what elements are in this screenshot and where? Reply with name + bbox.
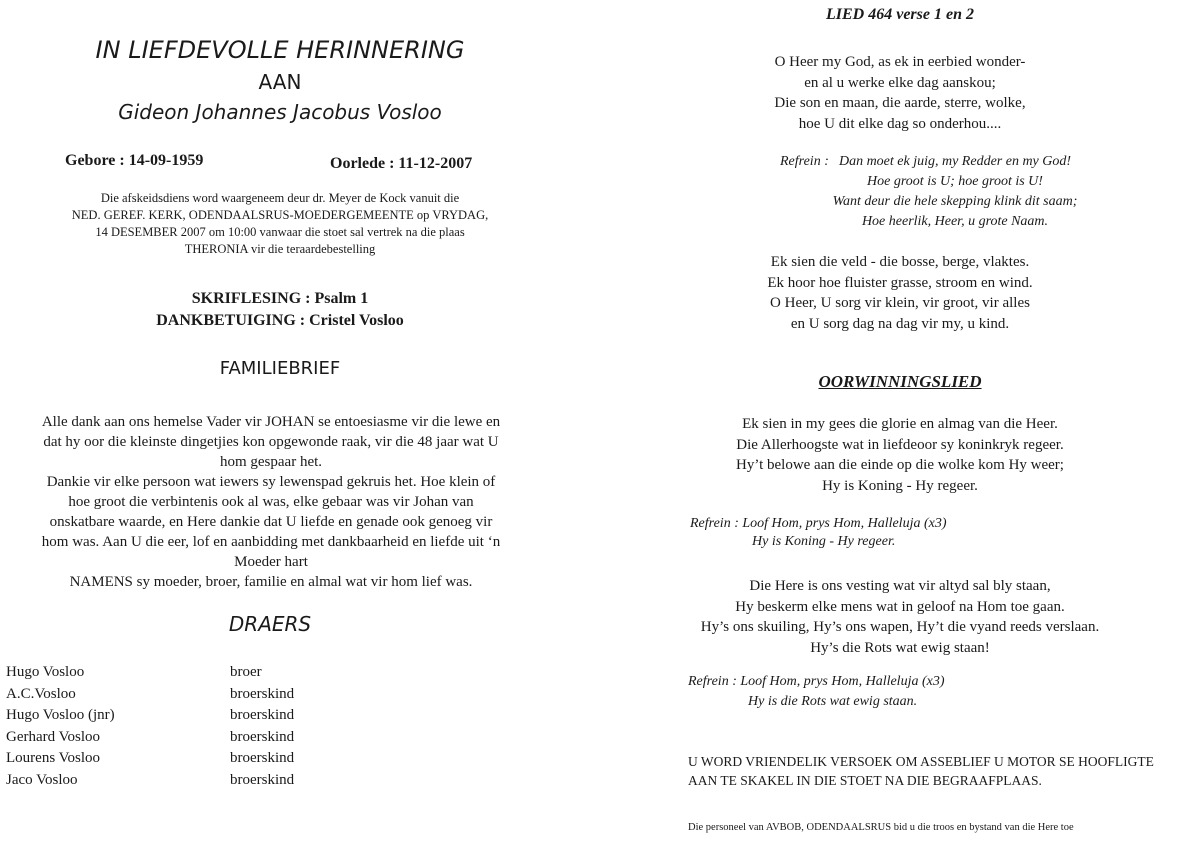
bearer-relation: broer — [230, 664, 262, 680]
bearer-name: Lourens Vosloo — [6, 750, 101, 766]
refrain-line: Hoe heerlik, Heer, u grote Naam. — [861, 214, 1049, 229]
refrain-line: Dan moet ek juig, my Redder en my God! — [838, 154, 1072, 169]
victory-verse-1 — [640, 414, 1160, 496]
letter-line: onskatbare waarde, en Here dankie dat U liefde en genade ook genoeg vir — [49, 514, 493, 530]
victory-refrain-2: Refrein : Loof Hom, prys Hom, Halleluja (x3) — [688, 674, 945, 689]
verse-line: Die Here is ons vesting wat vir altyd sal bly staan, — [749, 578, 1051, 594]
bearer-name: Hugo Vosloo (jnr) — [6, 707, 115, 723]
undertaker-line: Die personeel van AVBOB, ODENDAALSRUS bid u die troos en bystand van die Here toe — [688, 822, 1074, 833]
bearer-relation: broerskind — [230, 728, 295, 745]
bearer-row — [6, 772, 406, 794]
victory-song-heading: OORWINNINGSLIED — [818, 372, 982, 391]
family-letter-heading: FAMILIEBRIEF — [219, 358, 341, 379]
bearer-name: Jaco Vosloo — [6, 771, 78, 788]
hymn-verse-2 — [640, 252, 1160, 334]
bearer-row — [6, 664, 406, 686]
hymn-verse-1 — [640, 52, 1160, 134]
letter-line: hoe groot die verbintenis ook al was, elke gebaar was vir Johan van — [68, 494, 474, 510]
letter-line: NAMENS sy moeder, broer, familie en almal wat vir hom lief was. — [69, 574, 473, 590]
letter-line: hom gespaar het. — [219, 454, 323, 470]
bearers-list — [6, 664, 406, 793]
verse-line: Hy’s die Rots wat ewig staan! — [810, 639, 990, 656]
verse-line: Hy’s ons skuiling, Hy’s ons wapen, Hy’t die vyand reeds verslaan. — [700, 619, 1100, 635]
refrain-label: Refrein : — [780, 154, 829, 169]
verse-line: O Heer, U sorg vir klein, vir groot, vir alles — [770, 295, 1030, 311]
headlights-notice — [688, 752, 1200, 790]
verse-line: Ek sien die veld - die bosse, berge, vlaktes. — [770, 254, 1030, 270]
memorial-title-aan: AAN — [258, 70, 302, 94]
service-line: Die afskeidsdiens word waargeneem deur dr. Meyer de Kock vanuit die — [100, 191, 460, 205]
bearer-row — [6, 707, 406, 729]
bearer-relation: broerskind — [230, 707, 295, 723]
bearer-relation: broerskind — [230, 771, 295, 788]
refrain-line: Want deur die hele skepping klink dit saam; — [832, 194, 1078, 209]
thanks-giving: DANKBETUIGING : Cristel Vosloo — [156, 312, 404, 329]
service-line: NED. GEREF. KERK, ODENDAALSRUS-MOEDERGEMEENTE op VRYDAG, — [71, 208, 489, 222]
bearer-row — [6, 729, 406, 751]
bearer-relation: broerskind — [230, 750, 295, 766]
refrain-line: Hoe groot is U; hoe groot is U! — [867, 174, 1043, 189]
service-line: THERONIA vir die teraardebestelling — [184, 242, 376, 256]
notice-line: U WORD VRIENDELIK VERSOEK OM ASSEBLIEF U MOTOR SE HOOFLIGTE — [688, 754, 1154, 769]
verse-line: Hy beskerm elke mens wat in geloof na Hom toe gaan. — [735, 598, 1065, 615]
letter-line: Alle dank aan ons hemelse Vader vir JOHAN se entoesiasme vir die lewe en — [41, 414, 501, 430]
victory-verse-2 — [640, 576, 1160, 658]
verse-line: Die Allerhoogste wat in liefdeoor sy koninkryk regeer. — [736, 436, 1064, 453]
victory-refrain-2-line2: Hy is die Rots wat ewig staan. — [748, 694, 918, 709]
letter-line: Moeder hart — [234, 554, 308, 570]
verse-line: Die son en maan, die aarde, sterre, wolke, — [774, 95, 1026, 111]
bearer-name: Gerhard Vosloo — [6, 728, 101, 745]
death-date: Oorlede : 11-12-2007 — [330, 155, 473, 172]
service-line: 14 DESEMBER 2007 om 10:00 vanwaar die stoet sal vertrek na die plaas — [95, 225, 465, 239]
notice-line: AAN TE SKAKEL IN DIE STOET NA DIE BEGRAAFPLAAS. — [688, 773, 1042, 788]
birth-date: Gebore : 14-09-1959 — [65, 152, 204, 169]
letter-line: dat hy oor die kleinste dingetjies kon opgewonde raak, vir die 48 jaar wat U — [43, 434, 499, 450]
left-page — [0, 0, 560, 846]
scripture-and-thanks — [0, 288, 560, 332]
verse-line: Hy’t belowe aan die einde op die wolke kom Hy weer; — [736, 457, 1064, 473]
bearer-relation: broerskind — [230, 685, 295, 702]
bearer-name: Hugo Vosloo — [6, 664, 85, 680]
deceased-name: Gideon Johannes Jacobus Vosloo — [118, 100, 442, 124]
verse-line: Ek hoor hoe fluister grasse, stroom en wind. — [767, 274, 1033, 291]
letter-line: Dankie vir elke persoon wat iewers sy lewenspad gekruis het. Hoe klein of — [46, 474, 496, 490]
letter-line: hom was. Aan U die eer, lof en aanbidding met dankbaarheid en liefde uit ‘n — [41, 534, 501, 550]
verse-line: Hy is Koning - Hy regeer. — [822, 477, 978, 494]
verse-line: en U sorg dag na dag vir my, u kind. — [790, 315, 1010, 332]
bearer-name: A.C.Vosloo — [6, 685, 76, 702]
verse-line: O Heer my God, as ek in eerbied wonder- — [774, 54, 1026, 70]
victory-refrain-1: Refrein : Loof Hom, prys Hom, Halleluja (x3) — [690, 516, 947, 531]
memorial-title: IN LIEFDEVOLLE HERINNERING — [95, 36, 465, 64]
scripture-reading: SKRIFLESING : Psalm 1 — [191, 290, 369, 307]
bearer-row — [6, 686, 406, 708]
right-page — [640, 0, 1200, 846]
family-letter — [6, 412, 536, 592]
bearer-row — [6, 750, 406, 772]
hymn-title: LIED 464 verse 1 en 2 — [826, 6, 974, 23]
victory-refrain-1-line2: Hy is Koning - Hy regeer. — [752, 534, 896, 549]
verse-line: Ek sien in my gees die glorie en almag van die Heer. — [742, 416, 1058, 432]
service-details — [0, 190, 560, 258]
bearers-heading: DRAERS — [228, 612, 312, 636]
verse-line: hoe U dit elke dag so onderhou.... — [798, 115, 1002, 132]
verse-line: en al u werke elke dag aanskou; — [804, 74, 996, 91]
